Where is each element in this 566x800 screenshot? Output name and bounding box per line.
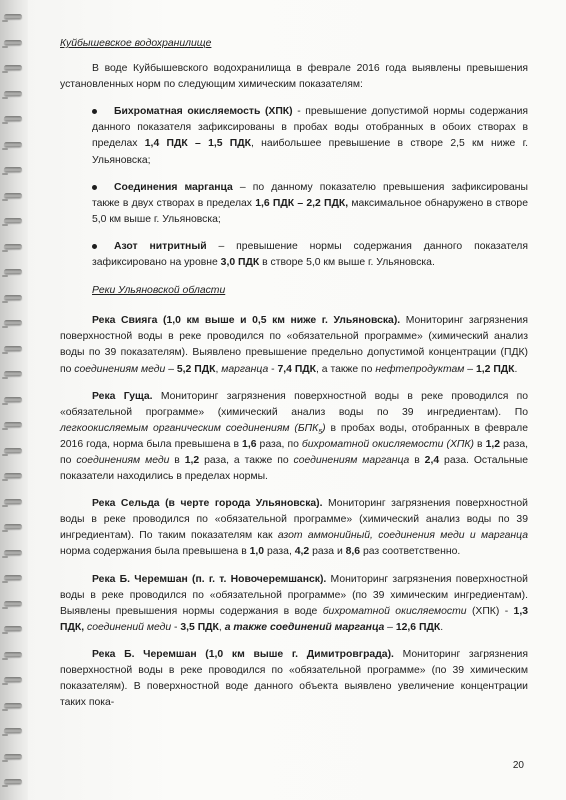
bullet-item-nitrite: Азот нитритный – превышение нормы содержания данного показателя зафиксировано на уровне 3,0 ПДК в створе 5,0 км выше г. Ульяновска.: [92, 240, 528, 269]
subsection-title: Реки Ульяновской области: [92, 285, 226, 297]
binding-ring: [4, 397, 22, 402]
binding-ring: [4, 499, 22, 504]
bullet-icon: [92, 109, 97, 114]
intro-paragraph: В воде Куйбышевского водохранилища в феврале 2016 года выявлены превышения установленных норм по следующим химическим показателям:: [60, 63, 528, 91]
binding-ring: [4, 218, 22, 223]
paragraph-gushcha: Река Гуща. Мониторинг загрязнения поверхностной воды в реке проводился по «обязательной программе» (химический анализ воды по 39 ингредиентам). По легкоокисляемым органическим соединениям $(БПК_5)$ в пробах воды, отобранных в феврале 2016 года, норма была превышена в 1,6 раза, по бихроматной окисляемости (ХПК) в 1,2 раза, по соединениям меди в 1,2 раза, а также по соединениям марганца в 2,4 раза. Остальные показатели находились в пределах нормы.: [60, 390, 528, 483]
bullet-item-cod: Бихроматная окисляемость (ХПК) - превышение допустимой нормы содержания данного показателя зафиксированы в пробах воды отобранных в обоих створах в пределах 1,4 ПДК – 1,5 ПДК, наибольшее превышение в створе 2,5 км ниже г. Ульяновска;: [92, 106, 528, 166]
binding-ring: [4, 473, 22, 478]
binding-ring: [4, 193, 22, 198]
binding-ring: [4, 601, 22, 606]
binding-ring: [4, 703, 22, 708]
binding-ring: [4, 652, 22, 657]
section-title: Куйбышевское водохранилище: [60, 38, 212, 49]
binding-ring: [4, 779, 22, 784]
bullet-icon: [92, 244, 97, 249]
binding-ring: [4, 371, 22, 376]
page-number: 20: [512, 760, 524, 771]
bullet-item-manganese: Соединения марганца – по данному показателю превышения зафиксированы также в двух створах в пределах 1,6 ПДК – 2,2 ПДК, максимальное обнаружено в створе 5,0 км выше г. Ульяновска;: [92, 181, 528, 225]
binding-ring: [4, 575, 22, 580]
binding-ring: [4, 65, 22, 70]
binding-ring: [4, 295, 22, 300]
binding-ring: [4, 40, 22, 45]
paragraph-selda: Река Сельда (в черте города Ульяновска). Мониторинг загрязнения поверхностной воды в реке проводился по «обязательной программе» (химический анализ воды по 39 ингредиентам). По таким показателям как азот аммонийный, соединения меди и марганца норма содержания была превышена в 1,0 раза, 4,2 раза и 8,6 раз соответственно.: [60, 498, 528, 558]
binding-ring: [4, 167, 22, 172]
binding-ring: [4, 346, 22, 351]
binding-ring: [4, 754, 22, 759]
binding-ring: [4, 116, 22, 121]
binding-ring: [4, 269, 22, 274]
binding-ring: [4, 677, 22, 682]
spiral-binding: [0, 0, 28, 800]
binding-ring: [4, 14, 22, 19]
binding-ring: [4, 524, 22, 529]
binding-ring: [4, 320, 22, 325]
binding-ring: [4, 626, 22, 631]
paragraph-cheremshan-novocheremshansk: Река Б. Черемшан (п. г. т. Новочеремшанск). Мониторинг загрязнения поверхностной воды в реке проводился по «обязательной программе» (по 39 химическим ингредиентам). Выявлены превышения нормы содержания в воде бихроматной окисляемости (ХПК) - 1,3 ПДК, соединений меди - 3,5 ПДК, а также соединений марганца – 12,6 ПДК.: [60, 573, 528, 633]
document-body: [60, 36, 528, 711]
paragraph-sviyaga: Река Свияга (1,0 км выше и 0,5 км ниже г. Ульяновска). Мониторинг загрязнения поверхностной воды в реке проводился по «обязательной программе» (химический анализ воды по 39 показателям). Выявлено превышение предельно допустимой концентрации (ПДК) по соединениям меди – 5,2 ПДК, марганца - 7,4 ПДК, а также по нефтепродуктам – 1,2 ПДК.: [60, 315, 528, 375]
binding-ring: [4, 422, 22, 427]
binding-ring: [4, 448, 22, 453]
binding-ring: [4, 91, 22, 96]
paragraph-cheremshan-dimitrovgrad: Река Б. Черемшан (1,0 км выше г. Димитровграда). Мониторинг загрязнения поверхностной воды в реке проводился по «обязательной программе» (по 39 химическим показателям). В поверхностной воде данного объекта выявлено увеличение концентрации таких пока-: [60, 648, 528, 709]
binding-ring: [4, 142, 22, 147]
binding-ring: [4, 244, 22, 249]
binding-ring: [4, 550, 22, 555]
bullet-icon: [92, 185, 97, 190]
binding-ring: [4, 728, 22, 733]
